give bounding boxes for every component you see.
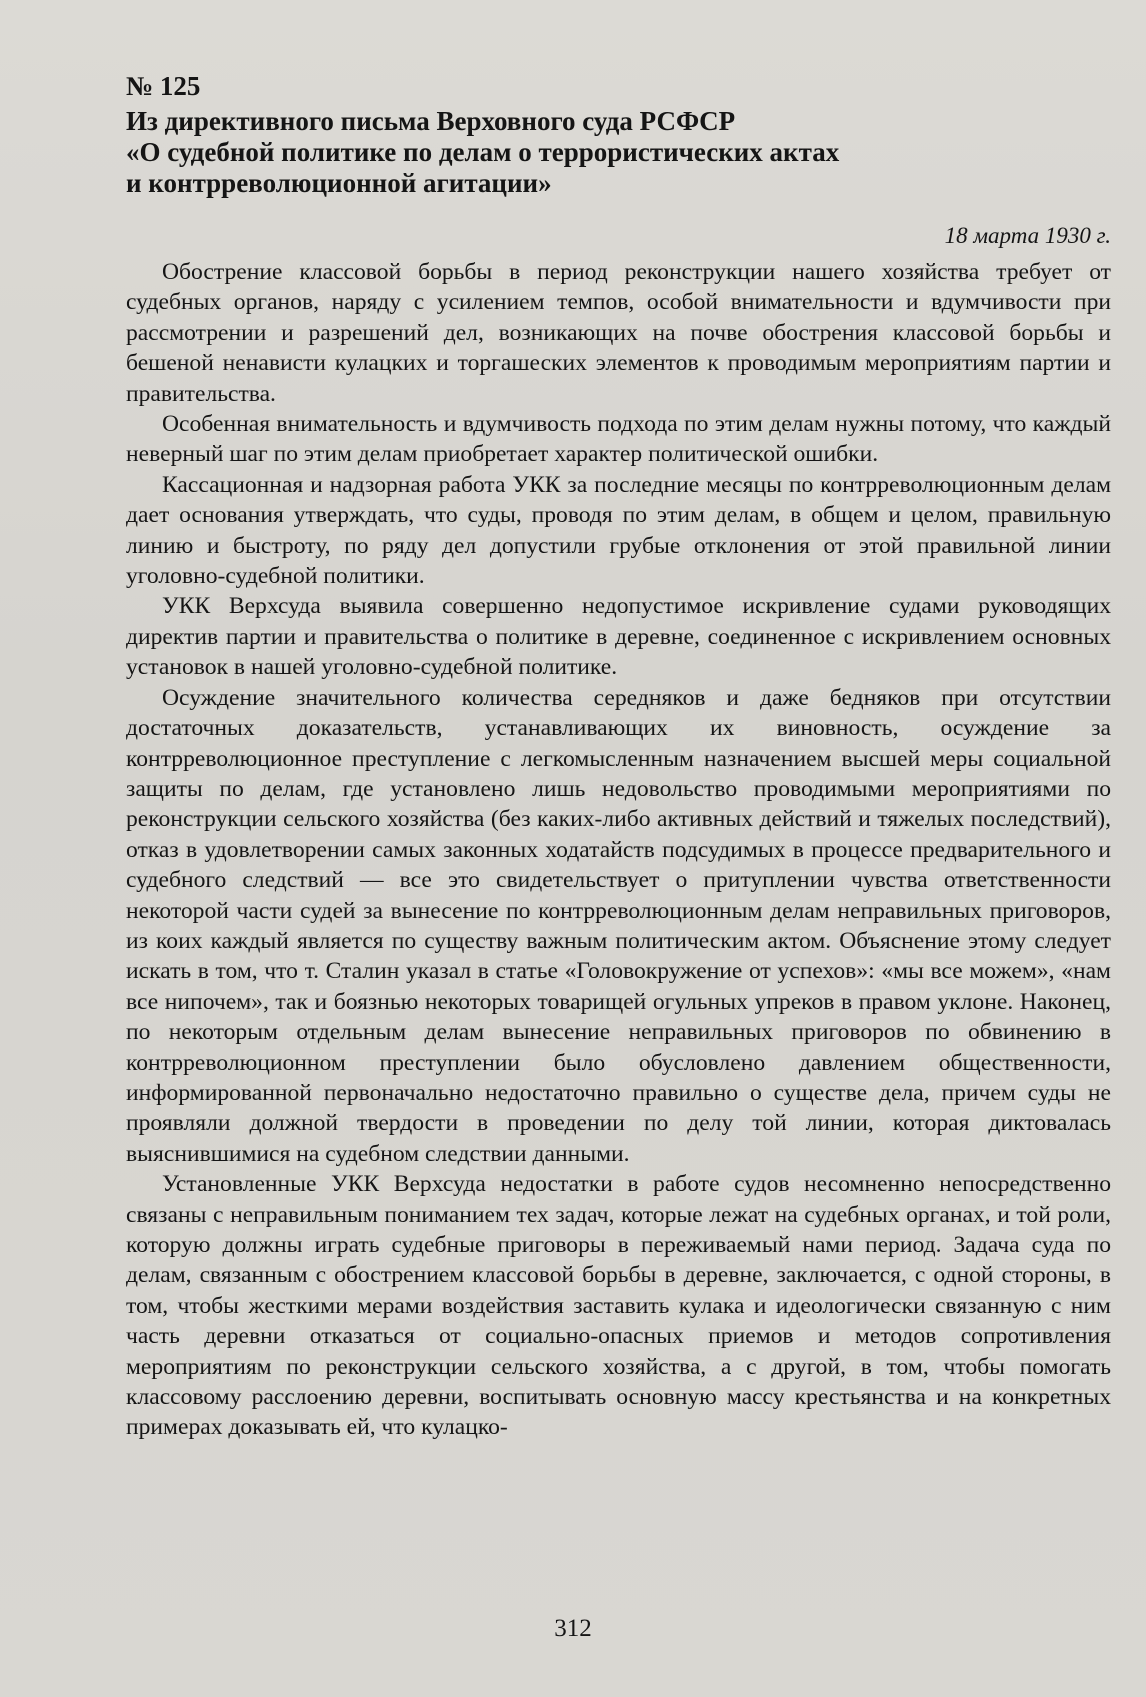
document-body [126, 257, 1111, 1443]
paragraph: Кассационная и надзорная работа УКК за последние месяцы по контрреволюционным делам дает основания утверждать, что суды, проводя по этим делам, в общем и целом, правильную линию и быстроту, по ряду дел допустили грубые отклонения от этой правильной линии уголовно-судебной политики. [126, 471, 1111, 590]
paragraph: Особенная внимательность и вдумчивость подхода по этим делам нужны потому, что каждый неверный шаг по этим делам приобретает характер политической ошибки. [126, 411, 1111, 468]
paragraph: Обострение классовой борьбы в период реконструкции нашего хозяйства требует от судебных органов, наряду с усилением темпов, особой внимательности и вдумчивости при рассмотрении и разрешений дел, возникающих на почве обострения классовой борьбы и бешеной ненависти кулацких и торгашеских элементов к проводимым мероприятиям партии и правительства. [126, 259, 1111, 407]
paragraph: Установленные УКК Верхсуда недостатки в работе судов несомненно непосредственно связаны с неправильным пониманием тех задач, которые лежат на судебных органах, и той роли, которую должны играть судебные приговоры в переживаемый нами период. Задача суда по делам, связанным с обострением классовой борьбы в деревне, заключается, с одной стороны, в том, чтобы жесткими мерами воздействия заставить кулака и идеологически связанную с ним часть деревни отказаться от социально-опасных приемов и методов сопротивления мероприятиям по реконструкции сельского хозяйства, а с другой, в том, чтобы помогать классовому расслоению деревни, воспитывать основную массу крестьянства и на конкретных примерах доказывать ей, что кулацко- [126, 1171, 1111, 1441]
paragraph: УКК Верхсуда выявила совершенно недопустимое искривление судами руководящих директив партии и правительства о политике в деревне, соединенное с искривлением основных установок в нашей уголовно-судебной политике. [126, 593, 1111, 681]
document-date: 18 марта 1930 г. [944, 223, 1111, 248]
title-line: «О судебной политике по делам о террористических актах [126, 137, 840, 167]
title-line: Из директивного письма Верховного суда РСФСР [126, 106, 736, 136]
paragraph: Осуждение значительного количества середняков и даже бедняков при отсутствии достаточных доказательств, устанавливающих их виновность, осуждение за контрреволюционное преступление с легкомысленным назначением высшей меры социальной защиты по делам, где установлено лишь недовольство проводимыми мероприятиями по реконструкции сельского хозяйства (без каких-либо активных действий и тяжелых последствий), отказ в удовлетворении самых законных ходатайств подсудимых в процессе предварительного и судебного следствий — все это свидетельствует о притуплении чувства ответственности некоторой части судей за вынесение по контрреволюционным делам неправильных приговоров, из коих каждый является по существу важным политическим актом. Объяснение этому следует искать в том, что т. Сталин указал в статье «Головокружение от успехов»: «мы все можем», «нам все нипочем», так и боязнью некоторых товарищей огульных упреков в правом уклоне. Наконец, по некоторым отдельным делам вынесение неправильных приговоров по обвинению в контрреволюционном преступлении было обусловлено давлением общественности, информированной первоначально недостаточно правильно о существе дела, причем суды не проявляли должной твердости в проведении по делу той линии, которая диктовалась выяснившимися на судебном следствии данными. [126, 684, 1111, 1167]
document-title [126, 106, 1111, 199]
page-number: 312 [554, 1615, 592, 1642]
title-line: и контрреволюционной агитации» [126, 168, 552, 198]
document-content [126, 70, 1111, 1443]
document-number: № 125 [126, 71, 201, 101]
